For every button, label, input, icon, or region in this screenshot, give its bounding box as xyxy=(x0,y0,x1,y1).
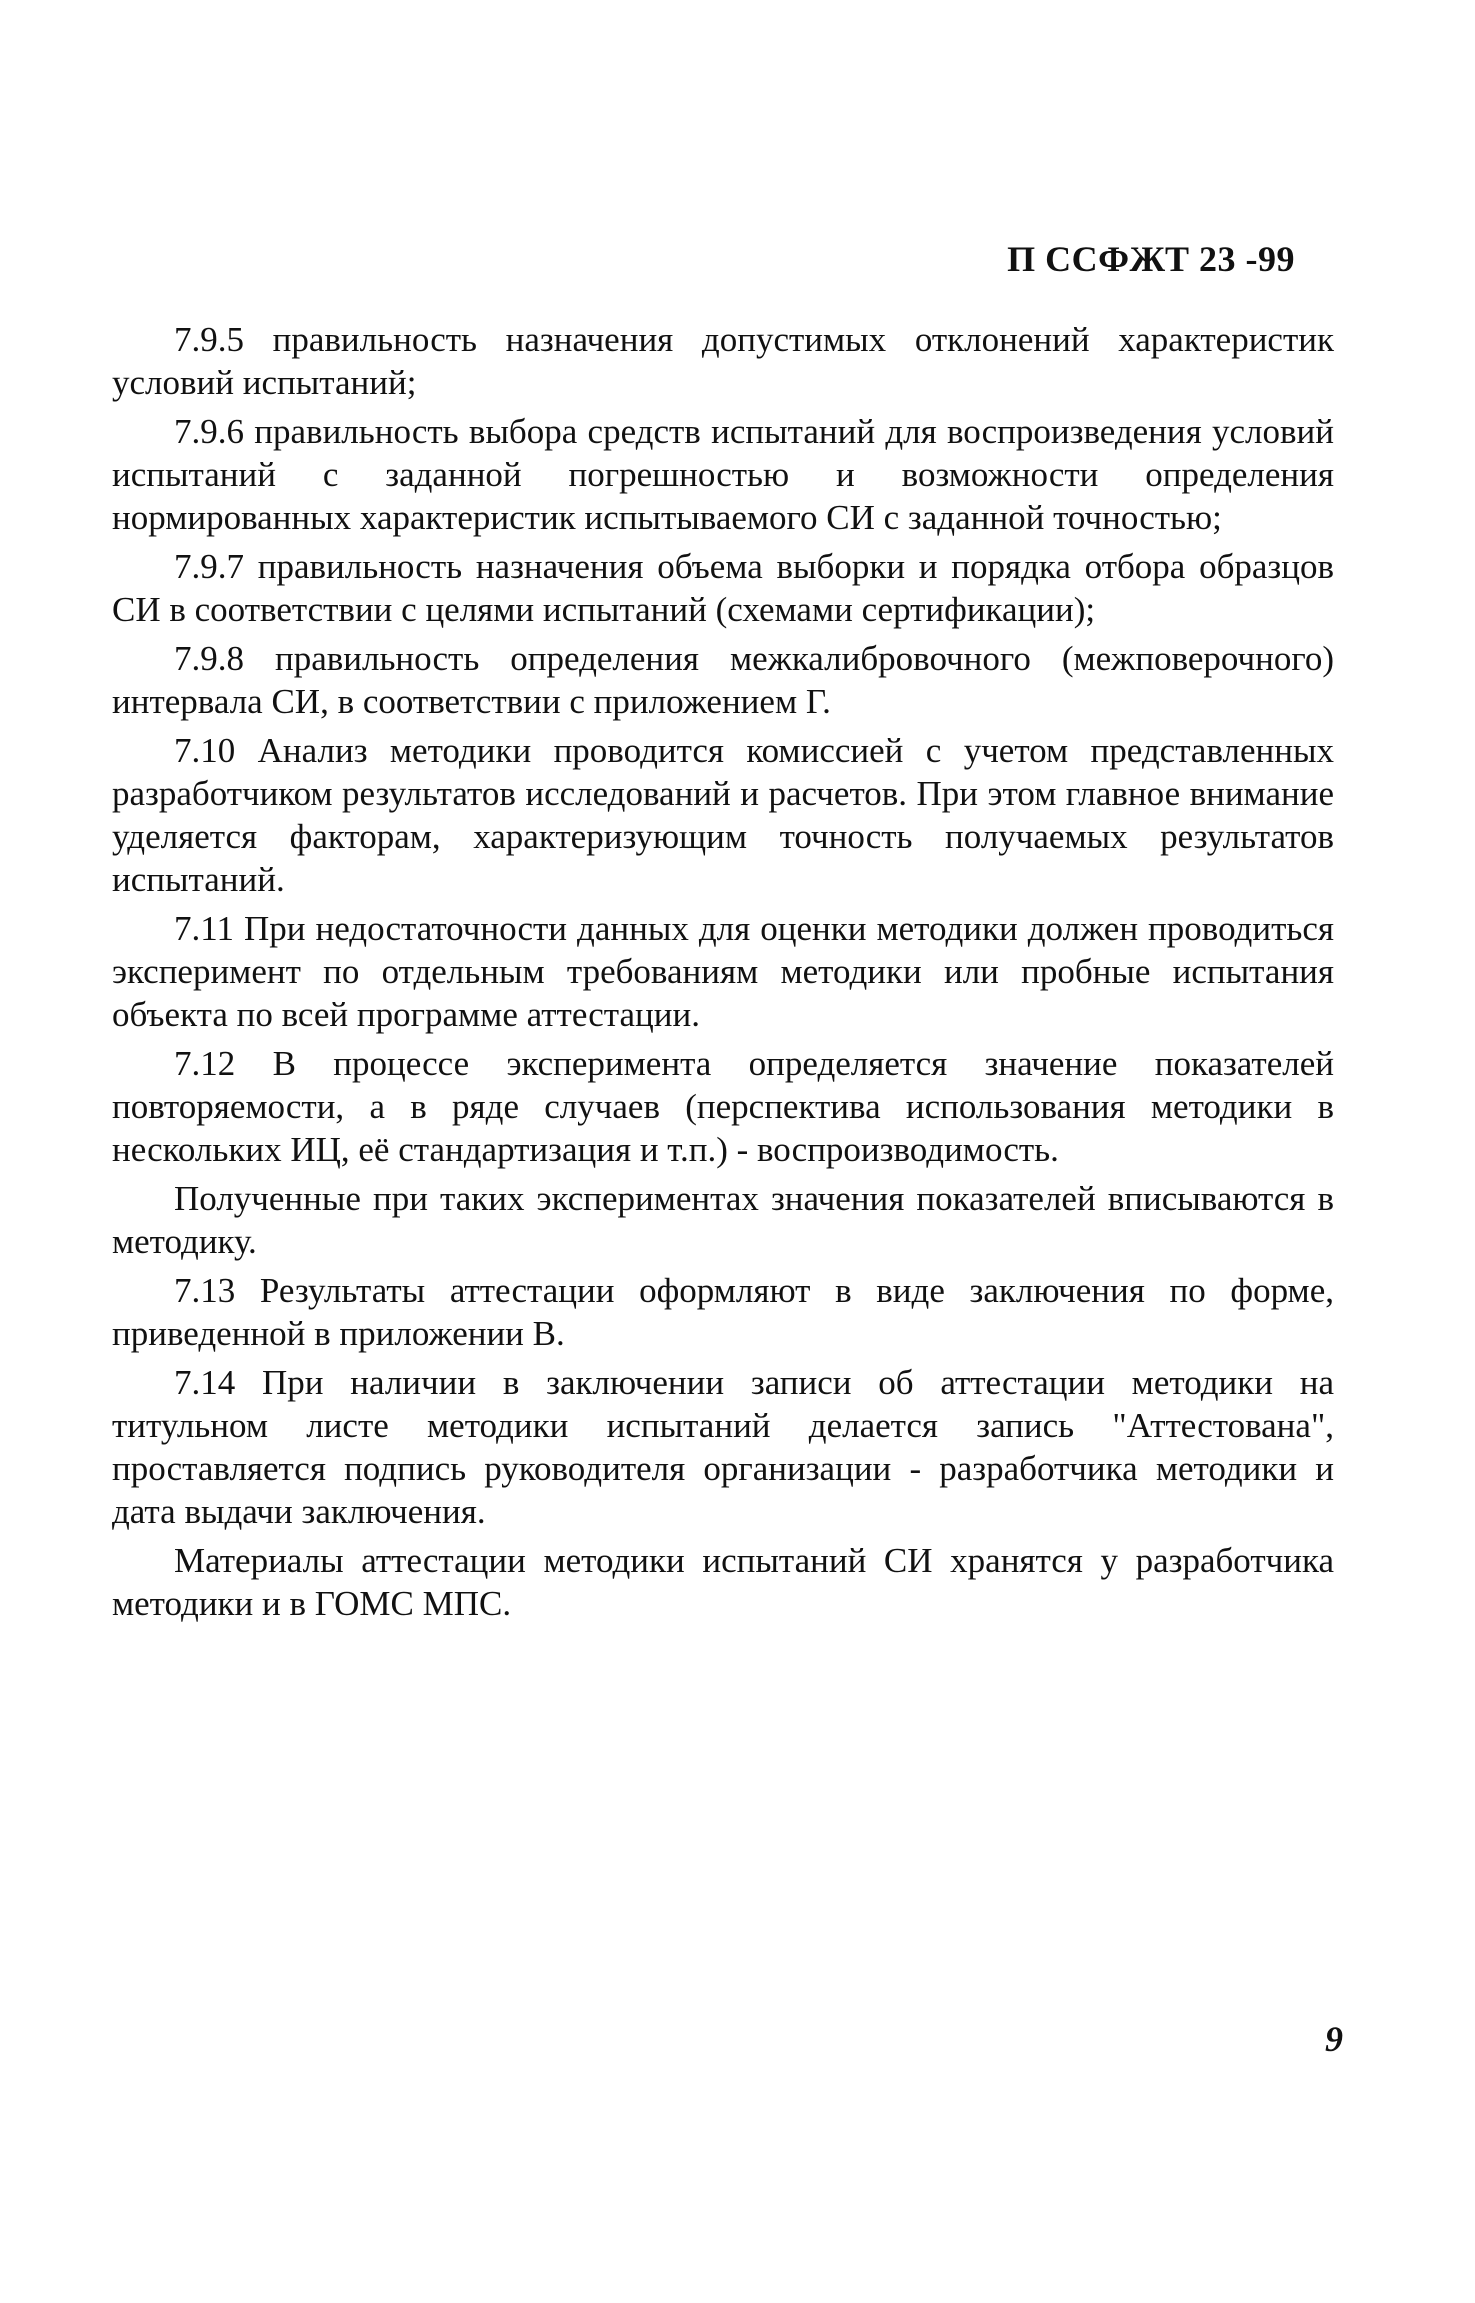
page-number: 9 xyxy=(1325,2019,1343,2059)
paragraph-7-12: 7.12 В процессе эксперимента определяется значение показателей повторяемости, а в ряде случаев (перспектива использования методики в нескольких ИЦ, её стандартизация и т.п.) - воспроизводимость. xyxy=(112,1044,1334,1169)
paragraph-7-11: 7.11 При недостаточности данных для оценки методики должен проводиться эксперимент по отдельным требованиям методики или пробные испытания объекта по всей программе аттестации. xyxy=(112,909,1334,1034)
paragraph-7-13: 7.13 Результаты аттестации оформляют в виде заключения по форме, приведенной в приложении В. xyxy=(112,1271,1334,1353)
paragraph-7-9-8: 7.9.8 правильность определения межкалибровочного (межповерочного) интервала СИ, в соответствии с приложением Г. xyxy=(112,639,1334,721)
paragraph-materials-storage: Материалы аттестации методики испытаний СИ хранятся у разработчика методики и в ГОМС МПС. xyxy=(112,1541,1334,1623)
paragraph-7-9-6: 7.9.6 правильность выбора средств испытаний для воспроизведения условий испытаний с заданной погрешностью и возможности определения нормированных характеристик испытываемого СИ с заданной точностью; xyxy=(112,412,1334,537)
paragraph-results-note: Полученные при таких экспериментах значения показателей вписываются в методику. xyxy=(112,1179,1334,1261)
body-text xyxy=(112,318,1334,1631)
paragraph-7-14: 7.14 При наличии в заключении записи об аттестации методики на титульном листе методики испытаний делается запись "Аттестована", проставляется подпись руководителя организации - разработчика методики и дата выдачи заключения. xyxy=(112,1363,1334,1531)
document-code: П ССФЖТ 23 -99 xyxy=(1007,239,1295,279)
paragraph-7-9-7: 7.9.7 правильность назначения объема выборки и порядка отбора образцов СИ в соответствии с целями испытаний (схемами сертификации); xyxy=(112,547,1334,629)
paragraph-7-9-5: 7.9.5 правильность назначения допустимых отклонений характеристик условий испытаний; xyxy=(112,320,1334,402)
paragraph-7-10: 7.10 Анализ методики проводится комиссией с учетом представленных разработчиком результатов исследований и расчетов. При этом главное внимание уделяется факторам, характеризующим точность получаемых результатов испытаний. xyxy=(112,731,1334,899)
